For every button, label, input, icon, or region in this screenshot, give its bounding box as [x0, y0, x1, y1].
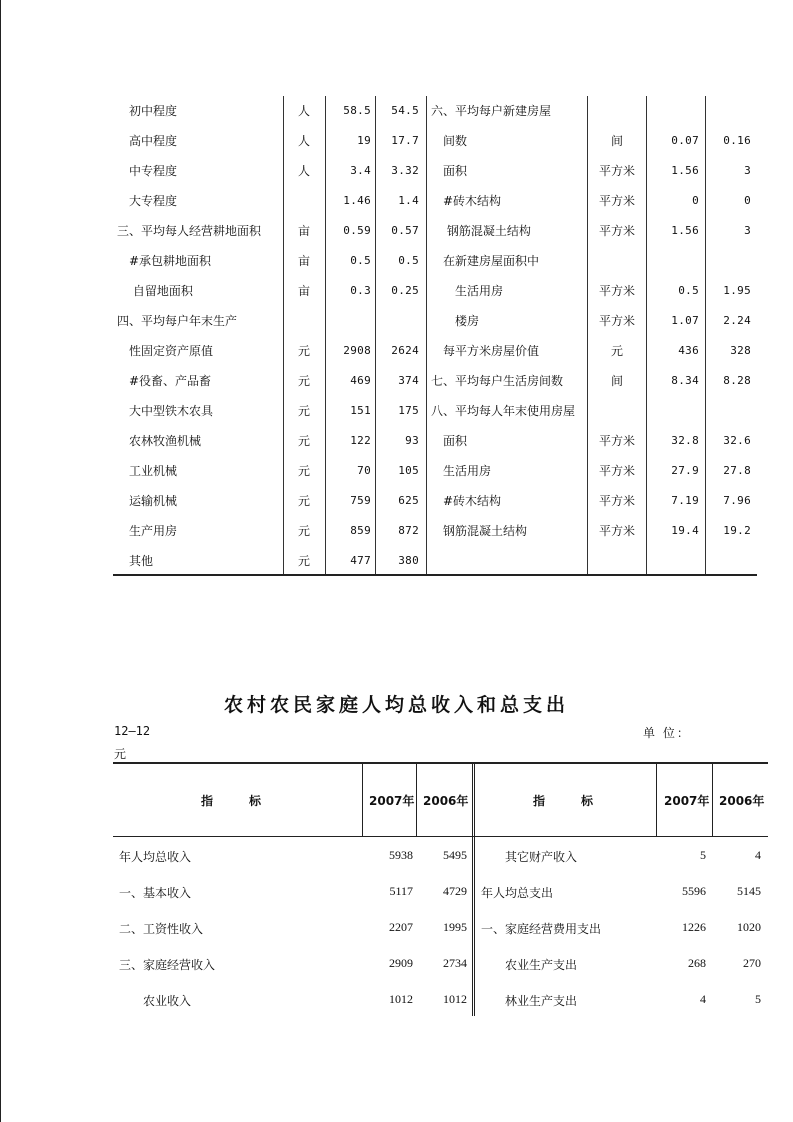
left-value-2006-cell: 54.5 — [391, 104, 419, 117]
right-label-cell: 钢筋混凝土结构 — [431, 224, 531, 238]
left-2007-cell: 2207 — [389, 920, 413, 934]
left-2007-cell: 2909 — [389, 956, 413, 970]
right-value-2006-cell: 7.96 — [723, 494, 751, 507]
unit-value: 元 — [114, 747, 127, 761]
right-value-2006-cell: 0 — [744, 194, 751, 207]
table-row — [113, 456, 757, 486]
left-value-2006-cell: 93 — [405, 434, 419, 447]
table-row — [113, 366, 757, 396]
table-row — [113, 910, 768, 946]
left-label-cell: 自留地面积 — [117, 284, 193, 298]
left-unit-cell: 元 — [297, 464, 310, 478]
left-value-2007-cell: 151 — [350, 404, 371, 417]
left-value-2007-cell: 0.3 — [350, 284, 371, 297]
table-row — [113, 516, 757, 546]
right-label-cell: 七、平均每户生活房间数 — [431, 374, 564, 388]
left-label-cell: 三、平均每人经营耕地面积 — [117, 224, 262, 238]
left-value-2007-cell: 2908 — [343, 344, 371, 357]
left-label-cell: 高中程度 — [117, 134, 178, 148]
right-label-cell: 六、平均每户新建房屋 — [431, 104, 552, 118]
left-label-cell: 中专程度 — [117, 164, 178, 178]
left-value-2007-cell: 477 — [350, 554, 371, 567]
right-value-2007-cell: 8.34 — [671, 374, 699, 387]
right-value-2006-cell: 19.2 — [723, 524, 751, 537]
left-value-2007-cell: 0.5 — [350, 254, 371, 267]
left-label-cell: 性固定资产原值 — [117, 344, 214, 358]
right-2006-cell: 5145 — [737, 884, 761, 898]
table-row — [113, 546, 757, 576]
table-row — [113, 246, 757, 276]
right-label-cell: 生活用房 — [431, 464, 492, 478]
income-expenditure-table — [113, 762, 768, 1016]
right-value-2006-cell: 3 — [744, 164, 751, 177]
right-value-2007-cell: 1.07 — [671, 314, 699, 327]
table-row — [113, 486, 757, 516]
left-label-cell: 生产用房 — [117, 524, 178, 538]
table-top-rule — [113, 762, 768, 764]
table-row — [113, 186, 757, 216]
table-code: 12—12 — [114, 724, 151, 738]
right-unit-cell: 平方米 — [598, 164, 635, 178]
right-value-2007-cell: 436 — [678, 344, 699, 357]
right-value-2006-cell: 328 — [730, 344, 751, 357]
left-label-cell: 农林牧渔机械 — [117, 434, 202, 448]
right-indicator-cell: 林业生产支出 — [481, 994, 578, 1008]
left-value-2006-cell: 374 — [398, 374, 419, 387]
left-indicator-cell: 农业收入 — [119, 994, 192, 1008]
left-label-cell: 四、平均每户年末生产 — [117, 314, 238, 328]
right-indicator-cell: 一、家庭经营费用支出 — [481, 922, 602, 936]
right-label-cell: #砖木结构 — [431, 494, 502, 508]
right-value-2007-cell: 0 — [692, 194, 699, 207]
table-row — [113, 396, 757, 426]
left-value-2006-cell: 625 — [398, 494, 419, 507]
left-unit-cell: 人 — [297, 104, 310, 118]
left-value-2007-cell: 122 — [350, 434, 371, 447]
right-label-cell: 在新建房屋面积中 — [431, 254, 540, 268]
right-unit-cell: 平方米 — [598, 434, 635, 448]
left-value-2007-cell: 3.4 — [350, 164, 371, 177]
household-statistics-table — [113, 96, 757, 576]
left-label-cell: 大专程度 — [117, 194, 178, 208]
left-indicator-cell: 三、家庭经营收入 — [119, 958, 216, 972]
right-value-2007-cell: 1.56 — [671, 224, 699, 237]
left-unit-cell: 元 — [297, 344, 310, 358]
right-label-cell: 钢筋混凝土结构 — [431, 524, 528, 538]
left-value-2006-cell: 17.7 — [391, 134, 419, 147]
table-row — [113, 126, 757, 156]
right-value-2007-cell: 27.9 — [671, 464, 699, 477]
left-value-2006-cell: 105 — [398, 464, 419, 477]
right-2006-cell: 1020 — [737, 920, 761, 934]
left-2006-cell: 4729 — [443, 884, 467, 898]
left-value-2006-cell: 2624 — [391, 344, 419, 357]
right-unit-cell: 元 — [610, 344, 623, 358]
left-label-cell: 运输机械 — [117, 494, 178, 508]
header-2006-right: 2006年 — [719, 794, 765, 808]
right-unit-cell: 平方米 — [598, 524, 635, 538]
right-indicator-cell: 年人均总支出 — [481, 886, 554, 900]
right-unit-cell: 平方米 — [598, 194, 635, 208]
left-label-cell: 工业机械 — [117, 464, 178, 478]
table-row — [113, 874, 768, 910]
right-unit-cell: 平方米 — [598, 314, 635, 328]
column-divider — [416, 762, 417, 836]
left-value-2006-cell: 3.32 — [391, 164, 419, 177]
left-2006-cell: 2734 — [443, 956, 467, 970]
table-row — [113, 336, 757, 366]
right-label-cell: 生活用房 — [431, 284, 504, 298]
left-2006-cell: 5495 — [443, 848, 467, 862]
left-label-cell: 初中程度 — [117, 104, 178, 118]
left-value-2006-cell: 0.57 — [391, 224, 419, 237]
left-unit-cell: 元 — [297, 524, 310, 538]
table-row — [113, 216, 757, 246]
header-2007-right: 2007年 — [664, 794, 710, 808]
left-indicator-cell: 二、工资性收入 — [119, 922, 204, 936]
left-2007-cell: 5117 — [389, 884, 413, 898]
left-label-cell: 大中型铁木农具 — [117, 404, 214, 418]
left-2006-cell: 1012 — [443, 992, 467, 1006]
left-label-cell: #承包耕地面积 — [117, 254, 212, 268]
right-label-cell: 面积 — [431, 164, 468, 178]
left-value-2007-cell: 70 — [357, 464, 371, 477]
right-value-2007-cell: 0.07 — [671, 134, 699, 147]
table-row — [113, 946, 768, 982]
left-unit-cell: 元 — [297, 554, 310, 568]
table-row — [113, 156, 757, 186]
right-label-cell: 间数 — [431, 134, 468, 148]
right-2007-cell: 4 — [700, 992, 706, 1006]
left-value-2007-cell: 759 — [350, 494, 371, 507]
left-unit-cell: 元 — [297, 434, 310, 448]
right-unit-cell: 平方米 — [598, 494, 635, 508]
right-indicator-cell: 农业生产支出 — [481, 958, 578, 972]
unit-label: 单 位： — [643, 726, 691, 740]
left-unit-cell: 人 — [297, 134, 310, 148]
right-value-2006-cell: 2.24 — [723, 314, 751, 327]
left-unit-cell: 亩 — [297, 254, 310, 268]
column-divider — [712, 762, 713, 836]
right-value-2006-cell: 1.95 — [723, 284, 751, 297]
right-value-2007-cell: 0.5 — [678, 284, 699, 297]
right-value-2007-cell: 7.19 — [671, 494, 699, 507]
left-value-2006-cell: 0.5 — [398, 254, 419, 267]
left-unit-cell: 亩 — [297, 284, 310, 298]
page-left-border — [0, 0, 1, 1122]
right-label-cell: 八、平均每人年末使用房屋 — [431, 404, 576, 418]
left-unit-cell: 元 — [297, 494, 310, 508]
section-title: 农村农民家庭人均总收入和总支出 — [223, 694, 569, 716]
left-unit-cell: 亩 — [297, 224, 310, 238]
header-indicator-right: 指 标 — [533, 794, 594, 808]
right-value-2006-cell: 3 — [744, 224, 751, 237]
header-2006-left: 2006年 — [423, 794, 469, 808]
left-unit-cell: 元 — [297, 404, 310, 418]
table-row — [113, 982, 768, 1018]
left-value-2006-cell: 175 — [398, 404, 419, 417]
header-bottom-rule — [113, 836, 768, 837]
right-2006-cell: 4 — [755, 848, 761, 862]
right-2007-cell: 268 — [688, 956, 706, 970]
left-2007-cell: 1012 — [389, 992, 413, 1006]
right-value-2007-cell: 1.56 — [671, 164, 699, 177]
table-row — [113, 426, 757, 456]
right-label-cell: 面积 — [431, 434, 468, 448]
left-value-2006-cell: 1.4 — [398, 194, 419, 207]
right-unit-cell: 平方米 — [598, 224, 635, 238]
right-unit-cell: 间 — [610, 134, 623, 148]
right-value-2006-cell: 8.28 — [723, 374, 751, 387]
header-2007-left: 2007年 — [369, 794, 415, 808]
right-2007-cell: 1226 — [682, 920, 706, 934]
left-indicator-cell: 一、基本收入 — [119, 886, 192, 900]
right-value-2007-cell: 32.8 — [671, 434, 699, 447]
left-indicator-cell: 年人均总收入 — [119, 850, 192, 864]
table-row — [113, 276, 757, 306]
column-divider — [362, 762, 363, 836]
left-value-2007-cell: 1.46 — [343, 194, 371, 207]
right-2007-cell: 5 — [700, 848, 706, 862]
right-value-2006-cell: 32.6 — [723, 434, 751, 447]
left-unit-cell: 元 — [297, 374, 310, 388]
right-indicator-cell: 其它财产收入 — [481, 850, 578, 864]
left-label-cell: 其他 — [117, 554, 154, 568]
right-label-cell: 楼房 — [431, 314, 480, 328]
right-label-cell: 每平方米房屋价值 — [431, 344, 540, 358]
left-2007-cell: 5938 — [389, 848, 413, 862]
table-row — [113, 306, 757, 336]
right-value-2006-cell: 0.16 — [723, 134, 751, 147]
left-unit-cell: 人 — [297, 164, 310, 178]
column-divider — [656, 762, 657, 836]
left-value-2006-cell: 380 — [398, 554, 419, 567]
right-label-cell: #砖木结构 — [431, 194, 502, 208]
left-value-2007-cell: 469 — [350, 374, 371, 387]
table-row — [113, 838, 768, 874]
left-2006-cell: 1995 — [443, 920, 467, 934]
left-value-2006-cell: 872 — [398, 524, 419, 537]
header-indicator-left: 指 标 — [201, 794, 262, 808]
left-value-2007-cell: 0.59 — [343, 224, 371, 237]
right-2006-cell: 270 — [743, 956, 761, 970]
right-unit-cell: 间 — [610, 374, 623, 388]
left-value-2006-cell: 0.25 — [391, 284, 419, 297]
left-value-2007-cell: 859 — [350, 524, 371, 537]
right-unit-cell: 平方米 — [598, 464, 635, 478]
left-value-2007-cell: 58.5 — [343, 104, 371, 117]
left-label-cell: #役畜、产品畜 — [117, 374, 212, 388]
table-row — [113, 96, 757, 126]
right-unit-cell: 平方米 — [598, 284, 635, 298]
right-2006-cell: 5 — [755, 992, 761, 1006]
left-value-2007-cell: 19 — [357, 134, 371, 147]
right-2007-cell: 5596 — [682, 884, 706, 898]
right-value-2006-cell: 27.8 — [723, 464, 751, 477]
right-value-2007-cell: 19.4 — [671, 524, 699, 537]
